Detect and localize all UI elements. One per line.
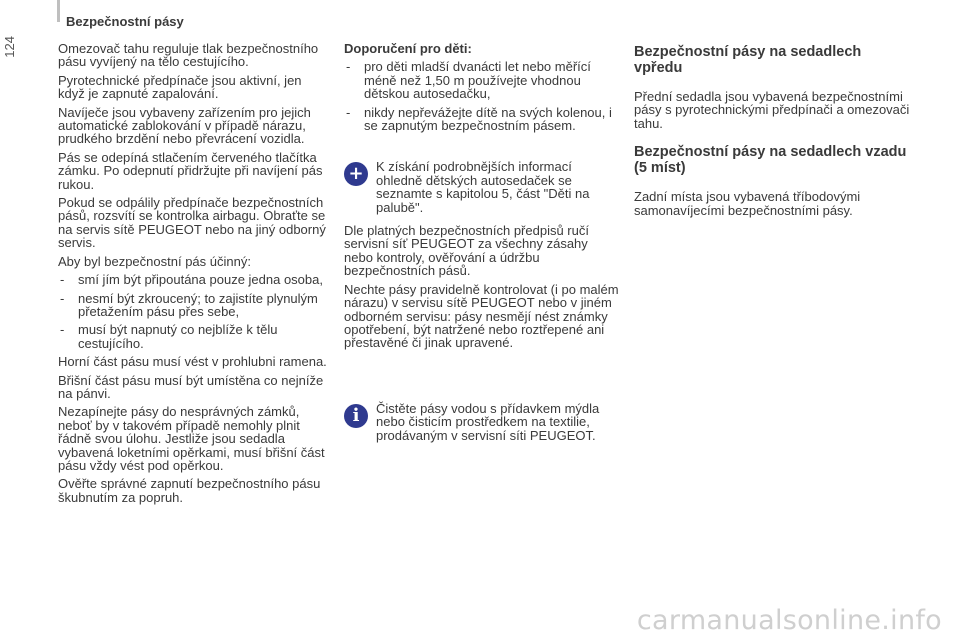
paragraph: Pokud se odpálily předpínače bezpečnostních pásů, rozsvítí se kontrolka airbagu. Obraťte se na servis sítě PEUGEOT nebo na jiný odborný servis.	[58, 195, 326, 251]
paragraph: Horní část pásu musí vést v prohlubni ramena.	[58, 354, 327, 370]
header-bar	[57, 0, 60, 22]
page-header: Bezpečnostní pásy	[66, 14, 184, 29]
paragraph: Pás se odepíná stlačením červeného tlačítka zámku. Po odepnutí přidržujte při navíjení pás rukou.	[58, 149, 323, 192]
paragraph: Pyrotechnické předpínače jsou aktivní, jen když je zapnuté zapalování.	[58, 72, 302, 102]
paragraph: Nezapínejte pásy do nesprávných zámků, neboť by v takovém případě nemohly plnit řádně svou úlohu. Jestliže jsou sedadla vybavená loketními opěrkami, musí břišní část pásu vždy vést pod opěrkou.	[58, 404, 325, 473]
page-number: 124	[2, 36, 17, 58]
column-middle	[344, 42, 620, 452]
paragraph: Omezovač tahu reguluje tlak bezpečnostního pásu vyvíjený na tělo cestujícího.	[58, 41, 319, 70]
watermark: carmanualsonline.info	[636, 605, 942, 636]
paragraph: Dle platných bezpečnostních předpisů ručí servisní síť PEUGEOT za všechny zásahy nebo kontroly, ověřování a údržbu bezpečnostních pásů.	[344, 223, 589, 279]
list-item: - nesmí být zkroucený; to zajistíte plynulým přetažením pásu přes sebe,	[60, 290, 318, 319]
section-heading-rear: Bezpečnostní pásy na sedadlech vzadu (5 míst)	[634, 144, 907, 177]
list-item: - musí být napnutý co nejblíže k tělu cestujícího.	[60, 322, 278, 351]
list-item: - smí jím být připoutána pouze jedna osoba,	[60, 272, 323, 288]
section-heading-front: Bezpečnostní pásy na sedadlech vpředu	[634, 44, 862, 76]
note-cleaning: i Čistěte pásy vodou s přídavkem mýdla nebo čisticím prostředkem na textilie, prodávaným v servisní síti PEUGEOT.	[344, 402, 620, 442]
paragraph: Nechte pásy pravidelně kontrolovat (i po malém nárazu) v servisu sítě PEUGEOT nebo v jiném odborném servisu: pásy nesmějí nést známky opotřebení, být natržené nebo roztřepené ani přestavěné či jinak upravené.	[344, 281, 619, 351]
column-left	[58, 42, 328, 509]
paragraph: Navíječe jsou vybaveny zařízením pro jejich automatické zablokování v případě nárazu, prudkého brzdění nebo převrácení vozidla.	[58, 104, 311, 147]
children-heading: Doporučení pro děti:	[344, 41, 472, 56]
paragraph: Zadní místa jsou vybavená tříbodovými samonavíjecími bezpečnostními pásy.	[634, 189, 861, 218]
plus-icon: +	[344, 162, 368, 186]
paragraph: Břišní část pásu musí být umístěna co nejníže na pánvi.	[58, 372, 324, 401]
list-item: - nikdy nepřevážejte dítě na svých kolenou, i se zapnutým bezpečnostním pásem.	[346, 104, 612, 134]
list-item: - pro děti mladší dvanácti let nebo měřící méně než 1,50 m používejte vhodnou dětskou autosedačku,	[346, 59, 591, 102]
note-child-seats: + K získání podrobnějších informací ohledně dětských autosedaček se seznamte s kapitolou 5, část "Děti na palubě".	[344, 160, 620, 214]
info-icon: i	[344, 404, 368, 428]
paragraph: Ověřte správné zapnutí bezpečnostního pásu škubnutím za popruh.	[58, 476, 321, 505]
column-right	[634, 42, 910, 222]
paragraph: Aby byl bezpečnostní pás účinný:	[58, 253, 251, 269]
paragraph: Přední sedadla jsou vybavená bezpečnostními pásy s pyrotechnickými předpínači a omezovači tahu.	[634, 89, 910, 131]
